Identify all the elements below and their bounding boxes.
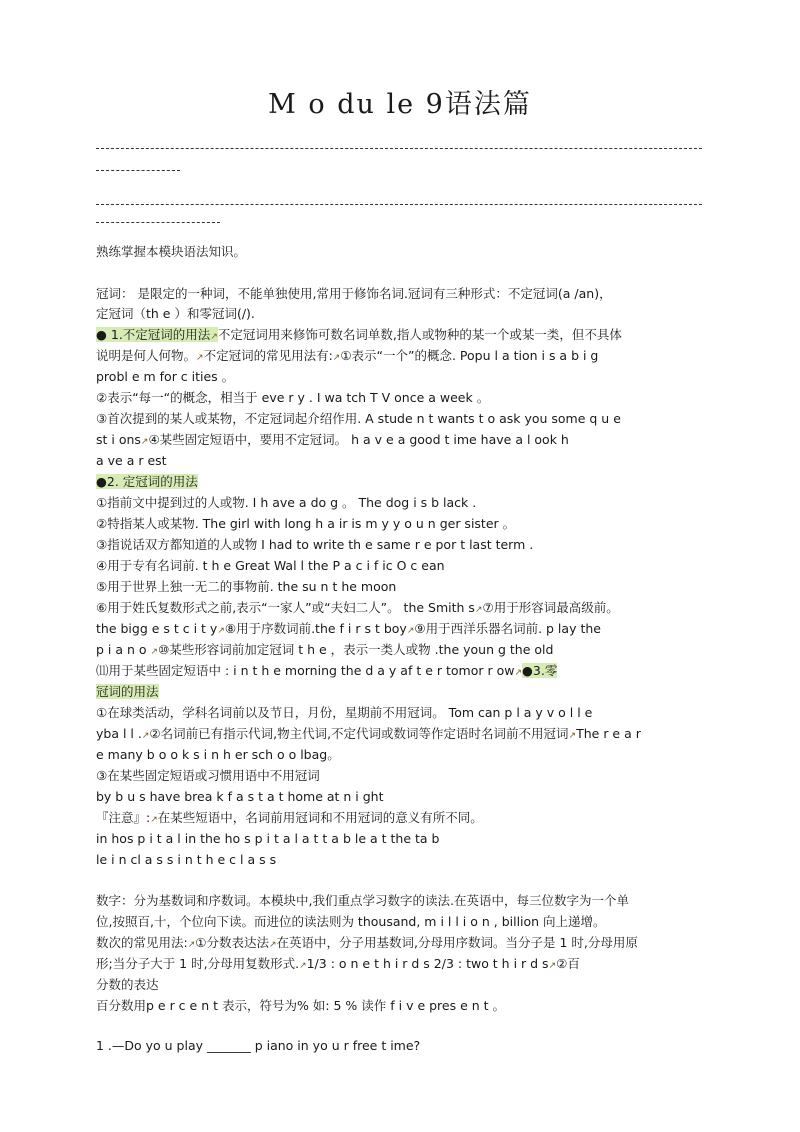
text-line	[96, 682, 159, 702]
text-line: ①指前文中提到过的人或物. I h ave a do g 。 The dog i s b lack .	[96, 495, 477, 510]
text-line: ③在某些固定短语或习惯用语中不用冠词	[96, 768, 320, 783]
section-heading: ● 1.不定冠词的用法↗	[96, 327, 218, 342]
text-line: 数字：分为基数词和序数词。本模块中,我们重点学习数字的读法.在英语中，每三位数字为一个单	[96, 893, 629, 908]
text-line: by b u s have brea k f a s t a t home at n i ght	[96, 789, 384, 804]
section-heading: 冠词的用法	[96, 684, 159, 699]
text-line: 分数的表达	[96, 977, 159, 992]
section-heading: ●2. 定冠词的用法	[96, 474, 198, 489]
text-line: 说明是何人何物。↗不定冠词的常见用法有:↗①表示“一个”的概念. Popu l a tion i s a b i g	[96, 348, 599, 363]
article-definition: 冠词： 是限定的一种词，不能单独使用,常用于修饰名词.冠词有三种形式：不定冠词(a /an)，	[96, 286, 612, 301]
text-line: ②特指某人或某物. The girl with long h a ir is m y y o u n ger sister 。	[96, 516, 516, 531]
text-line: st i ons↗④某些固定短语中，要用不定冠词。 h a v e a good t ime have a l ook h	[96, 432, 569, 447]
section-heading: ●3.零	[522, 663, 558, 678]
text-line: 百分数用p e r c e n t 表示，符号为% 如: 5 % 读作 f i v e pres e n t 。	[96, 998, 506, 1013]
text-line: ②表示“每一“的概念，相当于 eve r y . I wa tch T V once a week 。	[96, 390, 490, 405]
text-line: p i a n o ↗⑩某些形容词前加定冠词 t h e ，表示一类人或物 .the youn g the old	[96, 642, 554, 657]
text-line: ③首次提到的某人或某物，不定冠词起介绍作用. A stude n t wants t o ask you some q u e	[96, 411, 621, 426]
text-line	[96, 472, 198, 492]
answer-line	[96, 222, 220, 223]
text-line: yba l l .↗②名词前已有指示代词,物主代词,不定代词或数词等作定语时名词前不用冠词↗The r e a r	[96, 726, 641, 741]
text-line: a ve a r est	[96, 453, 167, 468]
text-line: probl e m for c ities 。	[96, 369, 235, 384]
answer-line	[96, 204, 702, 205]
answer-line	[96, 148, 702, 149]
answer-line	[96, 170, 180, 171]
text-line: the bigg e s t c i t y↗⑧用于序数词前.the f i r s t boy↗⑨用于西洋乐器名词前. p lay the	[96, 621, 601, 636]
text-line: 位,按照百,十，个位向下读。而进位的读法则为 thousand, m i l l i o n , billion 向上递增。	[96, 914, 606, 929]
text-line: ⑾用于某些固定短语中 : i n t h e morning the d a y af t e r tomor r ow↗●3.零	[96, 663, 558, 678]
page-title: M o du le 9语法篇	[268, 89, 532, 120]
text-line: ⑥用于姓氏复数形式之前,表示“一家人”或“夫妇二人”。 the Smith s↗⑦用于形容词最高级前。	[96, 600, 619, 615]
text-line: ③指说话双方都知道的人或物 I had to write th e same r e por t last term .	[96, 537, 534, 552]
article-definition: 定冠词（th e ）和零冠词(/).	[96, 306, 255, 321]
intro-line: 熟练掌握本模块语法知识。	[96, 244, 247, 259]
text-line: ④用于专有名词前. t h e Great Wal l the P a c i f ic O c ean	[96, 558, 445, 573]
text-line: ①在球类活动，学科名词前以及节日，月份，星期前不用冠词。 Tom can p l a y v o l l e	[96, 705, 593, 720]
text-line: 『注意』:↗在某些短语中，名词前用冠词和不用冠词的意义有所不同。	[96, 810, 483, 825]
text-line: ⑤用于世界上独一无二的事物前. the su n t he moon	[96, 579, 397, 594]
text-line: ● 1.不定冠词的用法↗不定冠词用来修饰可数名词单数,指人或物种的某一个或某一类，但不具体	[96, 327, 622, 342]
exercise-question: 1 .—Do yo u play _______ p iano in yo u r free t ime?	[96, 1038, 421, 1053]
text-line: in hos p i t a l in the ho s p i t a l a t t a b le a t the ta b	[96, 831, 440, 846]
text-line: 形;当分子大于 1 时,分母用复数形式.↗1/3 : o n e t h i r d s 2/3 : two t h i r d s↗②百	[96, 956, 580, 971]
text-line: e many b o o k s i n h er sch o o lbag。	[96, 747, 340, 762]
text-line: le i n cl a s s i n t h e c l a s s	[96, 852, 277, 867]
text-line: 数次的常见用法:↗①分数表达法↗在英语中，分子用基数词,分母用序数词。当分子是 1 时,分母用原	[96, 935, 638, 950]
